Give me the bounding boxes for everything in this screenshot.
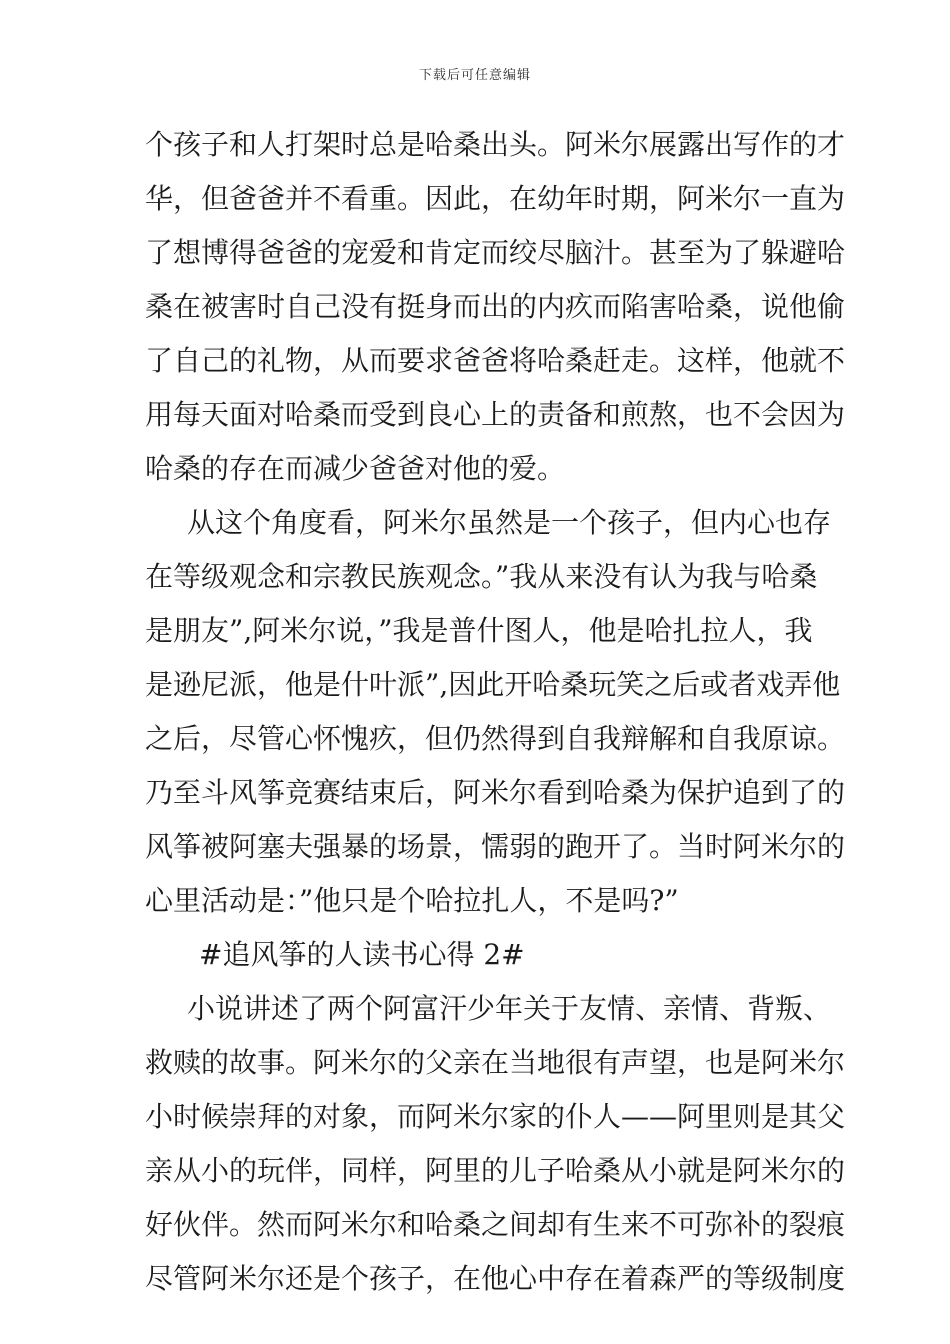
header-note: 下载后可任意编辑 xyxy=(418,68,531,83)
text-line: 华，但爸爸并不看重。因此，在幼年时期，阿米尔一直为 xyxy=(145,182,846,215)
text-line: 小时候崇拜的对象，而阿米尔家的仆人——阿里则是其父 xyxy=(145,1100,846,1133)
paragraph-start-line: 小说讲述了两个阿富汗少年关于友情、亲情、背叛、 xyxy=(187,992,832,1025)
text-line: 用每天面对哈桑而受到良心上的责备和煎熬，也不会因为 xyxy=(145,398,846,431)
text-line: 尽管阿米尔还是个孩子，在他心中存在着森严的等级制度 xyxy=(145,1262,846,1295)
text-line: 乃至斗风筝竞赛结束后，阿米尔看到哈桑为保护追到了的 xyxy=(145,776,846,809)
text-line: 哈桑的存在而减少爸爸对他的爱。 xyxy=(145,452,566,485)
text-line: 在等级观念和宗教民族观念。”我从来没有认为我与哈桑 xyxy=(145,560,818,593)
text-line: 是朋友”,阿米尔说，”我是普什图人，他是哈扎拉人，我 xyxy=(145,614,813,647)
section-heading: #追风筝的人读书心得 2# xyxy=(199,938,525,971)
text-line: 是逊尼派，他是什叶派”,因此开哈桑玩笑之后或者戏弄他 xyxy=(145,668,841,701)
text-line: 个孩子和人打架时总是哈桑出头。阿米尔展露出写作的才 xyxy=(145,128,846,161)
paragraph-start-line: 从这个角度看，阿米尔虽然是一个孩子，但内心也存 xyxy=(187,506,832,539)
text-line: 好伙伴。然而阿米尔和哈桑之间却有生来不可弥补的裂痕 xyxy=(145,1208,846,1241)
text-line: 风筝被阿塞夫强暴的场景，懦弱的跑开了。当时阿米尔的 xyxy=(145,830,846,863)
text-line: 桑在被害时自己没有挺身而出的内疚而陷害哈桑，说他偷 xyxy=(145,290,846,323)
text-line: 之后，尽管心怀愧疚，但仍然得到自我辩解和自我原谅。 xyxy=(145,722,846,755)
text-line: 了自己的礼物，从而要求爸爸将哈桑赶走。这样，他就不 xyxy=(145,344,846,377)
text-line: 亲从小的玩伴，同样，阿里的儿子哈桑从小就是阿米尔的 xyxy=(145,1154,846,1187)
body-text xyxy=(145,118,846,1306)
text-line: 了想博得爸爸的宠爱和肯定而绞尽脑汁。甚至为了躲避哈 xyxy=(145,236,846,269)
text-line: 心里活动是：”他只是个哈拉扎人，不是吗?” xyxy=(145,884,679,917)
text-line: 救赎的故事。阿米尔的父亲在当地很有声望，也是阿米尔 xyxy=(145,1046,846,1079)
